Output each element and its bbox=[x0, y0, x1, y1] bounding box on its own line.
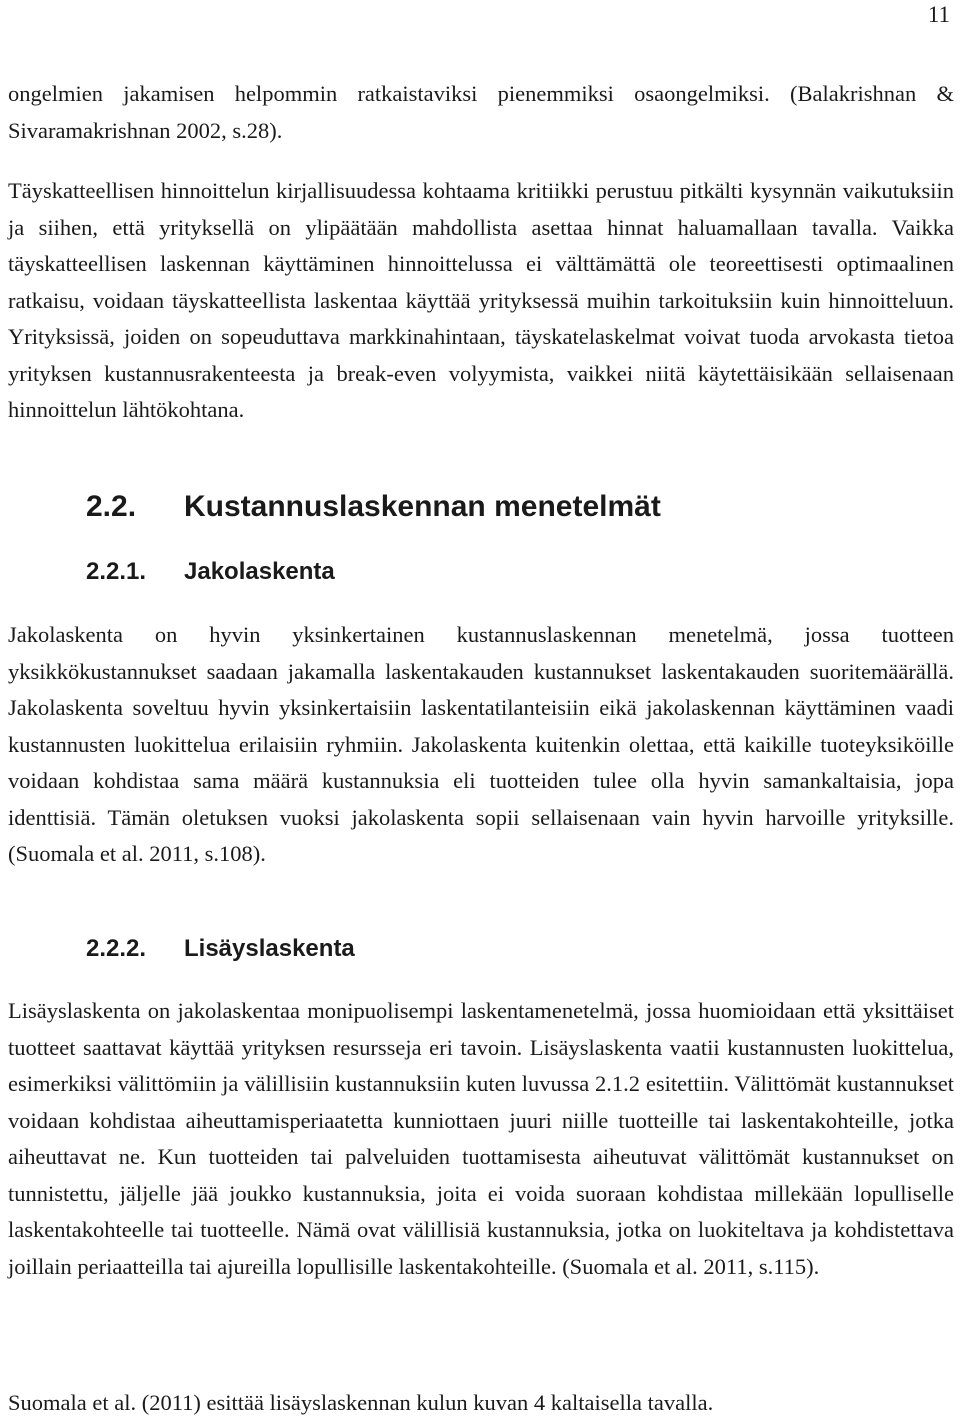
section-heading-number: 2.2. bbox=[86, 490, 137, 523]
section-heading-title: Kustannuslaskennan menetelmät bbox=[184, 490, 661, 523]
page-number: 11 bbox=[927, 2, 950, 27]
section-heading bbox=[86, 490, 661, 524]
paragraph-full-cost-pricing: Täyskatteellisen hinnoittelun kirjallisuudessa kohtaama kritiikki perustuu pitkälti kysynnän vaikutuksiin ja siihen, että yrityksellä on ylipäätään mahdollista asettaa hinnat haluamallaan tavalla. Vaikka täyskatteellisen laskennan käyttäminen hinnoittelussa ei välttämättä ole teoreettisesti optimaalinen ratkaisu, voidaan täyskatteellista laskentaa käyttää yrityksessä muihin tarkoituksiin kuin hinnoitteluun. Yrityksissä, joiden on sopeuduttava markkinahintaan, täyskatelaskelmat voivat tuoda arvokasta tietoa yrityksen kustannusrakenteesta ja break-even volyymista, vaikkei niitä käytettäisikään sellaisenaan hinnoittelun lähtökohtana. bbox=[8, 178, 954, 422]
paragraph-jakolaskenta: Jakolaskenta on hyvin yksinkertainen kustannuslaskennan menetelmä, jossa tuotteen yksikkökustannukset saadaan jakamalla laskentakauden kustannukset laskentakauden suoritemäärällä. Jakolaskenta soveltuu hyvin yksinkertaisiin laskentatilanteisiin eikä jakolaskennan käyttäminen vaadi kustannusten luokittelua erilaisiin ryhmiin. Jakolaskenta kuitenkin olettaa, että kaikille tuoteyksiköille voidaan kohdistaa sama määrä kustannuksia eli tuotteiden tulee olla hyvin samankaltaisia, jopa identtisiä. Tämän oletuksen vuoksi jakolaskenta sopii sellaisenaan vain hyvin harvoille yrityksille. (Suomala et al. 2011, s.108). bbox=[8, 622, 954, 866]
subsection-heading-title: Jakolaskenta bbox=[184, 558, 335, 585]
paragraph-figure-reference: Suomala et al. (2011) esittää lisäyslaskennan kulun kuvan 4 kaltaisella tavalla. bbox=[8, 1390, 714, 1415]
subsection-heading-title: Lisäyslaskenta bbox=[184, 935, 355, 962]
subsection-heading-number: 2.2.1. bbox=[86, 558, 147, 585]
subsection-heading-number: 2.2.2. bbox=[86, 935, 147, 962]
paragraph-lisayslaskenta: Lisäyslaskenta on jakolaskentaa monipuolisempi laskentamenetelmä, jossa huomioidaan että yksittäiset tuotteet saattavat käyttää yrityksen resursseja eri tavoin. Lisäyslaskenta vaatii kustannusten luokittelua, esimerkiksi välittömiin ja välillisiin kustannuksiin kuten luvussa 2.1.2 esitettiin. Välittömät kustannukset voidaan kohdistaa aiheuttamisperiaatetta kunniottaen juuri niille tuotteille tai laskentakohteille, jotka aiheuttavat ne. Kun tuotteiden tai palveluiden tuottamisesta aiheutuvat välittömät kustannukset on tunnistettu, jäljelle jää joukko kustannuksia, joita ei voida suoraan kohdistaa millekään lopulliselle laskentakohteelle tai tuotteelle. Nämä ovat välillisiä kustannuksia, jotka on luokiteltava ja kohdistettava joillain periaatteilla tai ajureilla lopullisille laskentakohteille. (Suomala et al. 2011, s.115). bbox=[8, 998, 954, 1279]
paragraph-intro-continuation: ongelmien jakamisen helpommin ratkaistaviksi pienemmiksi osaongelmiksi. (Balakrishnan & Sivaramakrishnan 2002, s.28). bbox=[8, 81, 954, 143]
subsection-heading-lisayslaskenta bbox=[86, 935, 355, 963]
subsection-heading-jakolaskenta bbox=[86, 558, 335, 586]
